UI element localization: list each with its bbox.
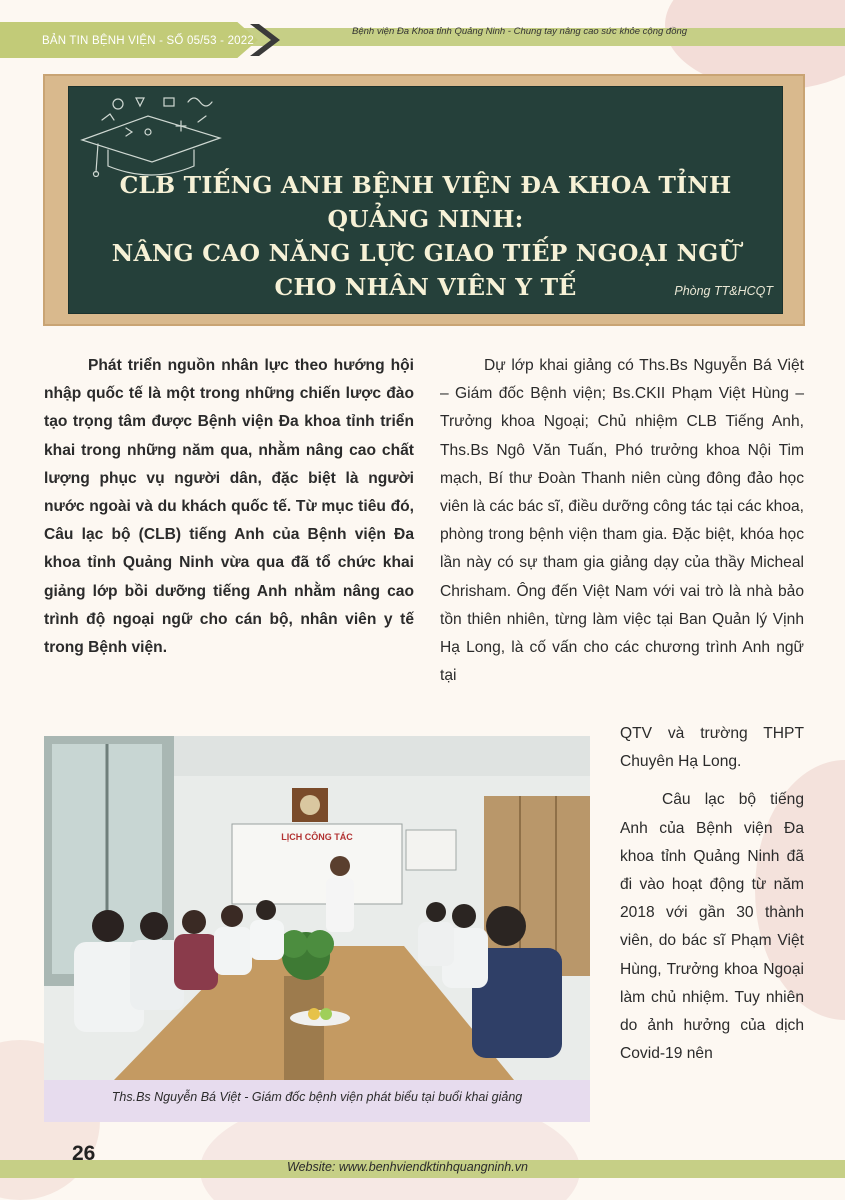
body-column-narrow <box>620 720 804 1078</box>
website-link[interactable]: Website: www.benhviendktinhquangninh.vn <box>287 1160 528 1174</box>
graduation-doodle-icon <box>78 92 223 177</box>
body-paragraph-continued: QTV và trường THPT Chuyên Hạ Long. <box>620 725 804 771</box>
meeting-photo <box>44 736 590 1080</box>
lead-text: Phát triển nguồn nhân lực theo hướng hội nhập quốc tế là một trong những chiến lược đào tạo trọng tâm được Bệnh viện Đa khoa tỉnh triển khai trong những năm qua, nhằm nâng cao chất lượng phục vụ người dân, đặc biệt là người nước ngoài và du khách quốc tế. Từ mục tiêu đó, Câu lạc bộ (CLB) tiếng Anh của Bệnh viện Đa khoa tỉnh Quảng Ninh vừa qua đã tổ chức khai giảng lớp bồi dưỡng tiếng Anh nhằm nâng cao trình độ ngoại ngữ cho cán bộ, nhân viên y tế trong Bệnh viện. <box>44 357 414 657</box>
photo-figure <box>44 736 590 1122</box>
body-paragraph: Câu lạc bộ tiếng Anh của Bệnh viện Đa khoa tỉnh Quảng Ninh đã đi vào hoạt động từ năm 2018 với gần 30 thành viên, do bác sĩ Phạm Việt Hùng, Trưởng khoa Ngoại làm chủ nhiệm. Tuy nhiên do ảnh hưởng của dịch Covid-19 nên <box>620 791 804 1063</box>
title-line: NÂNG CAO NĂNG LỰC GIAO TIẾP NGOẠI NGỮ <box>111 239 740 267</box>
photo-caption: Ths.Bs Nguyễn Bá Việt - Giám đốc bệnh viện phát biểu tại buổi khai giảng <box>111 1090 523 1104</box>
title-line: CLB TIẾNG ANH BỆNH VIỆN ĐA KHOA TỈNH QUẢNG NINH: <box>119 171 732 233</box>
body-paragraph: Dự lớp khai giảng có Ths.Bs Nguyễn Bá Việt – Giám đốc Bệnh viện; Bs.CKII Phạm Việt Hùng – Trưởng khoa Ngoại; Chủ nhiệm CLB Tiếng Anh, Ths.Bs Ngô Văn Tuấn, Phó trưởng khoa Nội Tim mạch, Bí thư Đoàn Thanh niên cùng đông đảo học viên là các bác sĩ, điều dưỡng công tác tại các khoa, phòng trong bệnh viện tham gia. Đặc biệt, khóa học lần này có sự tham gia giảng dạy của thầy Micheal Chrisham. Ông đến Việt Nam với vai trò là nhà bảo tồn thiên nhiên, từng làm việc tại Ban Quản lý Vịnh Hạ Long, là cố vấn cho các chương trình Anh ngữ tại <box>440 357 804 685</box>
lead-paragraph <box>44 352 414 662</box>
body-column-right <box>440 352 804 690</box>
page-number: 26 <box>72 1142 96 1165</box>
board-text: LỊCH CÔNG TÁC <box>281 832 353 842</box>
title-line: CHO NHÂN VIÊN Y TẾ <box>274 273 577 301</box>
author-byline: Phòng TT&HCQT <box>674 284 773 298</box>
header-tagline: Bệnh viện Đa Khoa tỉnh Quảng Ninh - Chung tay nâng cao sức khỏe cộng đồng <box>352 26 688 37</box>
issue-label: BẢN TIN BỆNH VIỆN - SỐ 05/53 - 2022 <box>42 35 254 47</box>
